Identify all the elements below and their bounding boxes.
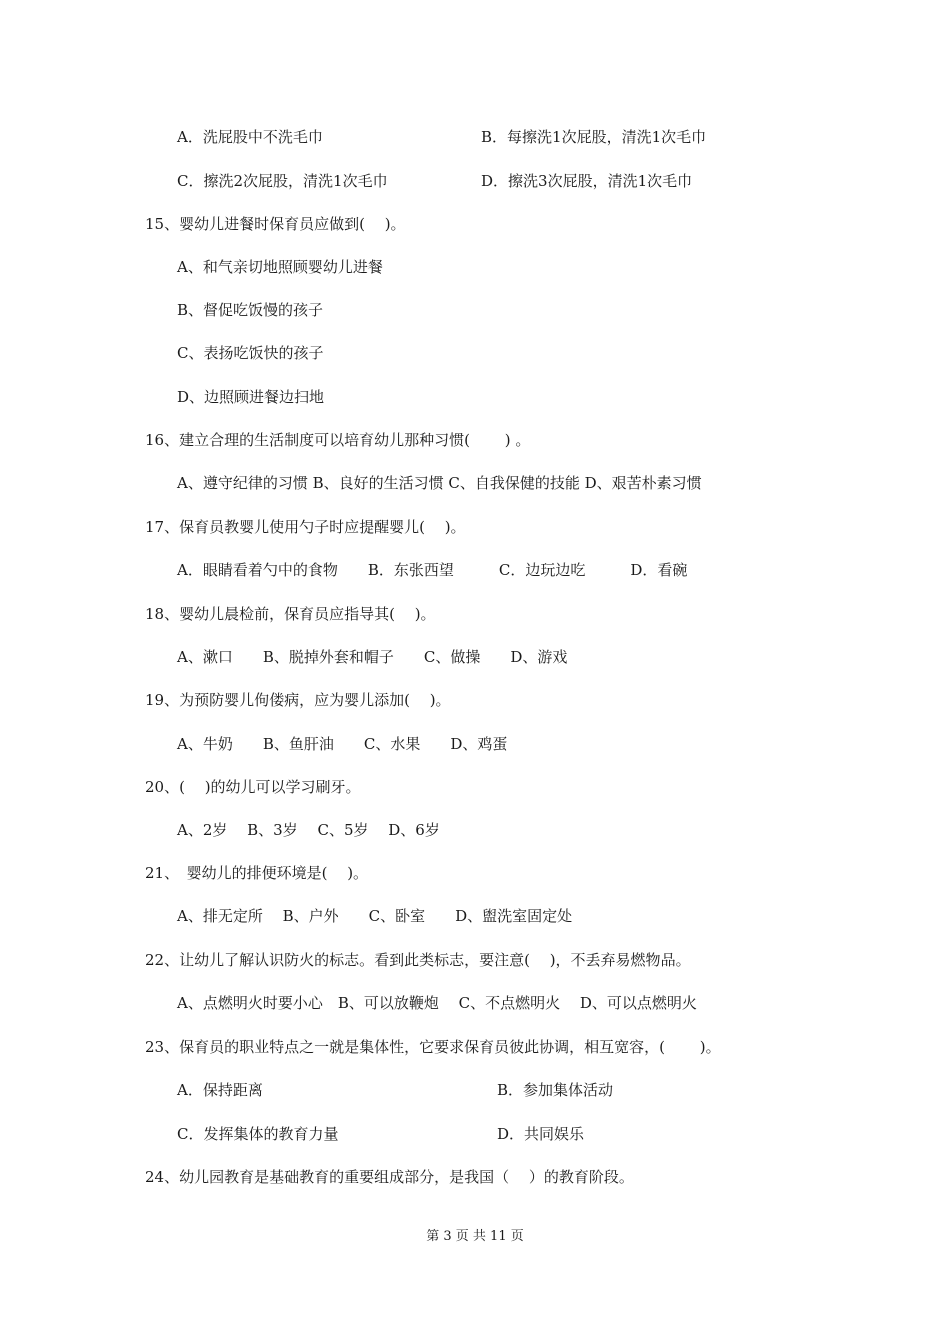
q22-stem: 22、让幼儿了解认识防火的标志。看到此类标志，要注意( )，不丢弃易燃物品。 [145,951,691,969]
q14-option-b: B．每擦洗1次屁股，清洗1次毛巾 [481,128,707,146]
q22-options: A、点燃明火时要小心 B、可以放鞭炮 C、不点燃明火 D、可以点燃明火 [177,994,697,1012]
q18-stem: 18、婴幼儿晨检前，保育员应指导其( )。 [145,605,436,623]
q21-stem: 21、 婴幼儿的排便环境是( )。 [145,864,369,882]
q24-stem: 24、幼儿园教育是基础教育的重要组成部分，是我国（ ）的教育阶段。 [145,1168,634,1186]
q15-option-b: B、督促吃饭慢的孩子 [177,301,324,319]
q18-options: A、漱口 B、脱掉外套和帽子 C、做操 D、游戏 [177,648,568,666]
q14-option-a: A．洗屁股中不洗毛巾 [177,128,323,146]
q23-option-a: A．保持距离 [177,1081,263,1099]
q15-stem: 15、婴幼儿进餐时保育员应做到( )。 [145,215,406,233]
page-footer: 第 3 页 共 11 页 [426,1229,524,1244]
q14-option-c: C．擦洗2次屁股，清洗1次毛巾 [177,172,388,190]
q23-option-b: B．参加集体活动 [497,1081,614,1099]
q21-options: A、排无定所 B、户外 C、卧室 D、盥洗室固定处 [177,907,573,925]
q20-stem: 20、( )的幼儿可以学习刷牙。 [145,778,361,796]
q15-option-d: D、边照顾进餐边扫地 [177,388,325,406]
q15-option-c: C、表扬吃饭快的孩子 [177,344,324,362]
q17-options: A．眼睛看着勺中的食物 B．东张西望 C．边玩边吃 D．看碗 [177,561,688,579]
q14-option-d: D．擦洗3次屁股，清洗1次毛巾 [481,172,693,190]
q19-options: A、牛奶 B、鱼肝油 C、水果 D、鸡蛋 [177,735,508,753]
q23-stem: 23、保育员的职业特点之一就是集体性，它要求保育员彼此协调，相互宽容，( )。 [145,1038,721,1056]
q23-option-c: C．发挥集体的教育力量 [177,1125,339,1143]
q20-options: A、2岁 B、3岁 C、5岁 D、6岁 [177,821,440,839]
q19-stem: 19、为预防婴儿佝偻病，应为婴儿添加( )。 [145,691,451,709]
q16-options: A、遵守纪律的习惯 B、良好的生活习惯 C、自我保健的技能 D、艰苦朴素习惯 [177,474,702,492]
q16-stem: 16、建立合理的生活制度可以培育幼儿那种习惯( ) 。 [145,431,531,449]
q17-stem: 17、保育员教婴儿使用勺子时应提醒婴儿( )。 [145,518,466,536]
q15-option-a: A、和气亲切地照顾婴幼儿进餐 [177,258,383,276]
q23-option-d: D．共同娱乐 [497,1125,585,1143]
